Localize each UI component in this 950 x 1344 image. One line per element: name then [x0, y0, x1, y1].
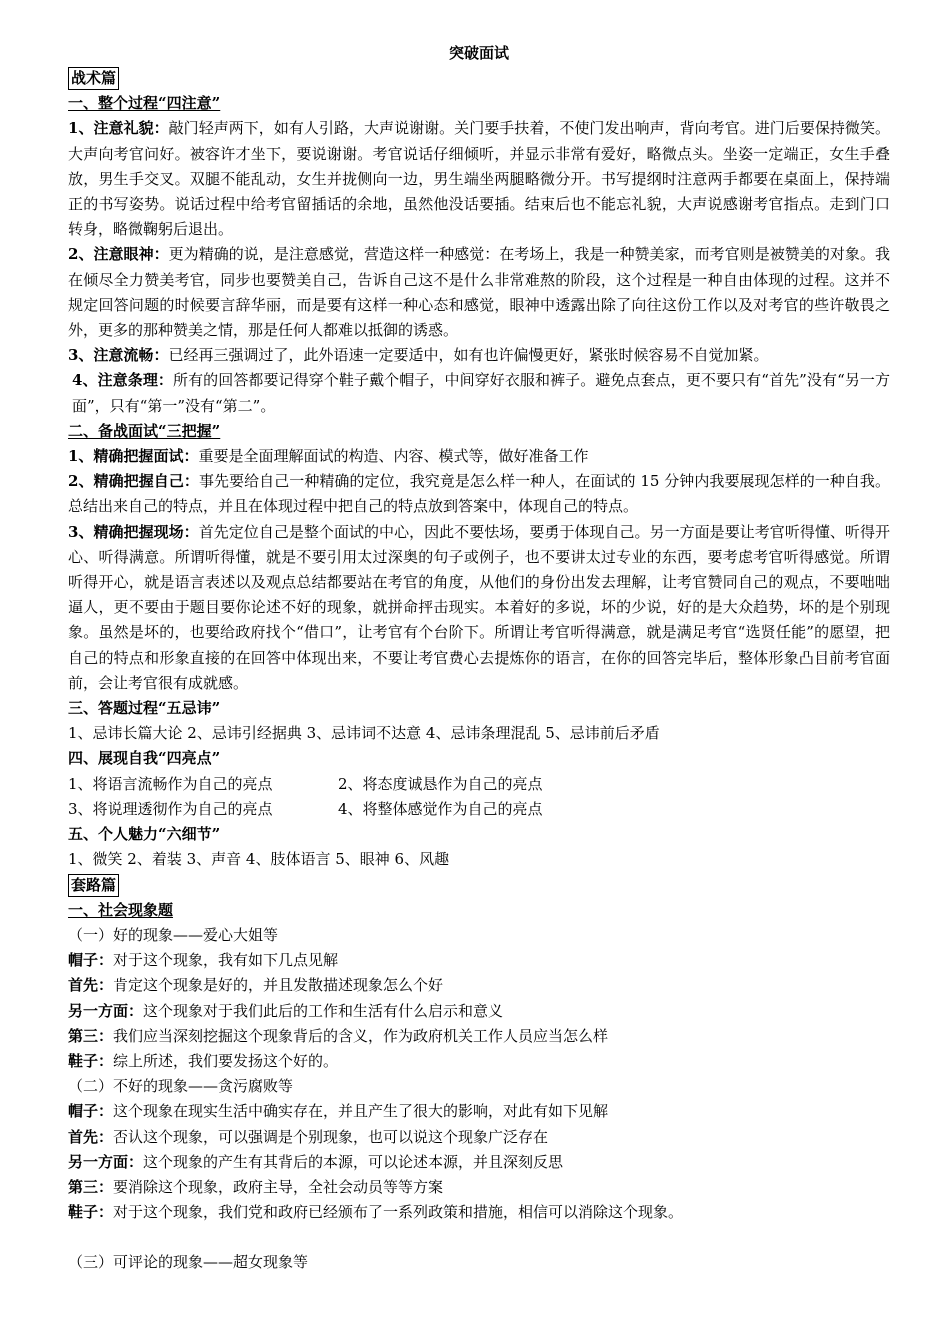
body-text: 对于这个现象，我们党和政府已经颁布了一系列政策和措施，相信可以消除这个现象。 [113, 1203, 684, 1222]
body-text: 重要是全面理解面试的构造、内容、模式等，做好准备工作 [198, 447, 589, 466]
highlight-item: 1、将语言流畅作为自己的亮点 [68, 774, 273, 793]
paragraph-details: 1、微笑 2、着装 3、声音 4、肢体语言 5、眼神 6、风趣 [68, 850, 450, 869]
highlight-item: 4、将整体感觉作为自己的亮点 [338, 799, 543, 818]
term: 第三： [68, 1177, 114, 1196]
term: 鞋子： [68, 1051, 114, 1070]
term: 3、注意流畅： [68, 346, 169, 365]
highlight-item: 2、将态度诚恳作为自己的亮点 [338, 774, 543, 793]
term: 另一方面： [68, 1001, 144, 1020]
term: 2、精确把握自己： [68, 472, 199, 491]
body-text: 肯定这个现象是好的，并且发散描述现象怎么个好 [113, 976, 444, 995]
case-title: （二）不好的现象——贪污腐败等 [68, 1077, 294, 1096]
heading-four-highlights: 四、展现自我“四亮点” [68, 749, 221, 768]
term: 首先： [68, 976, 114, 995]
paragraph-fluency [68, 343, 890, 368]
heading-three-grasps: 二、备战面试“三把握” [68, 421, 221, 440]
heading-five-taboos: 三、答题过程“五忌讳” [68, 699, 221, 718]
body-text: 对于这个现象，我有如下几点见解 [113, 951, 339, 970]
case-line [68, 948, 890, 973]
term: 另一方面： [68, 1152, 144, 1171]
case-line [68, 1175, 890, 1200]
case-line [68, 1099, 890, 1124]
term: 帽子： [68, 1102, 114, 1121]
term: 第三： [68, 1026, 114, 1045]
blank-line [68, 1225, 890, 1250]
term: 首先： [68, 1127, 114, 1146]
term: 3、精确把握现场： [68, 522, 199, 541]
section-label-routines: 套路篇 [68, 874, 119, 897]
case-title: （三）可评论的现象——超女现象等 [68, 1253, 309, 1272]
case-line [68, 1150, 890, 1175]
heading-six-details: 五、个人魅力“六细节” [68, 825, 221, 844]
term: 1、注意礼貌： [68, 119, 169, 138]
body-text: 事先要给自己一种精确的定位，我究竟是怎么样一种人，在面试的 15 分钟内我要展现怎样的一种自我。总结出来自己的特点，并且在体现过程中把自己的特点放到答案中，体现自己的特点。 [68, 472, 890, 516]
body-text: 已经再三强调过了，此外语速一定要适中，如有也许偏慢更好，紧张时候容易不自觉加紧。 [168, 346, 769, 365]
highlight-item: 3、将说理透彻作为自己的亮点 [68, 799, 273, 818]
case-line [68, 999, 890, 1024]
heading-four-attentions: 一、整个过程“四注意” [68, 94, 221, 113]
case-line [68, 1125, 890, 1150]
body-text: 综上所述，我们要发扬这个好的。 [113, 1051, 339, 1070]
term: 鞋子： [68, 1203, 114, 1222]
heading-social-phenomena: 一、社会现象题 [68, 900, 174, 919]
body-text: 这个现象在现实生活中确实存在，并且产生了很大的影响，对此有如下见解 [113, 1102, 609, 1121]
body-text: 我们应当深刻挖掘这个现象背后的含义，作为政府机关工作人员应当怎么样 [113, 1026, 609, 1045]
section-label-tactics: 战术篇 [68, 67, 119, 90]
term: 1、精确把握面试： [68, 447, 199, 466]
case-title: （一）好的现象——爱心大姐等 [68, 925, 279, 944]
document-title: 突破面试 [448, 44, 509, 62]
body-text: 更为精确的说，是注意感觉，营造这样一种感觉：在考场上，我是一种赞美家，而考官则是被赞美的对象。我在倾尽全力赞美考官，同步也要赞美自己，告诉自己这不是什么非常难熬的阶段，这个过程是一种自由体现的过程。这并不规定回答问题的时候要言辞华丽，而是要有这样一种心态和感觉，眼神中透露出除了向往这份工作以及对考官的些许敬畏之外，更多的那种赞美之情，那是任何人都难以抵御的诱惑。 [68, 245, 890, 340]
paragraph-politeness [68, 116, 890, 242]
document-page [68, 40, 890, 1276]
body-text: 这个现象对于我们此后的工作和生活有什么启示和意义 [143, 1001, 504, 1020]
term: 2、注意眼神： [68, 245, 169, 264]
paragraph-taboos: 1、忌讳长篇大论 2、忌讳引经据典 3、忌讳词不达意 4、忌讳条理混乱 5、忌讳前后矛盾 [68, 724, 660, 743]
paragraph-grasp-interview [68, 444, 890, 469]
body-text: 这个现象的产生有其背后的本源，可以论述本源，并且深刻反思 [143, 1152, 564, 1171]
highlights-grid [68, 772, 890, 822]
body-text: 敲门轻声两下，如有人引路，大声说谢谢。关门要手扶着，不使门发出响声，背向考官。进门后要保持微笑。大声向考官问好。被容许才坐下，要说谢谢。考官说话仔细倾听，并显示非常有爱好，略微点头。坐姿一定端正，女生手叠放，男生手交叉。双腿不能乱动，女生并拢侧向一边，男生端坐两腿略微分开。书写提纲时注意两手都要在桌面上，保持端正的书写姿势。说话过程中给考官留插话的余地，虽然他没话要插。结束后也不能忘礼貌，大声说感谢考官指点。走到门口转身，略微鞠躬后退出。 [68, 119, 890, 239]
case-line [68, 1049, 890, 1074]
body-text: 否认这个现象，可以强调是个别现象，也可以说这个现象广泛存在 [113, 1127, 549, 1146]
term: 4、注意条理： [72, 371, 174, 390]
term: 帽子： [68, 951, 114, 970]
paragraph-logic [68, 368, 890, 418]
paragraph-grasp-self [68, 469, 890, 519]
body-text: 所有的回答都要记得穿个鞋子戴个帽子，中间穿好衣服和裤子。避免点套点，更不要只有“首先”没有“另一方面”，只有“第一”没有“第二”。 [72, 371, 890, 415]
case-line [68, 1024, 890, 1049]
case-line [68, 1200, 890, 1225]
case-line [68, 973, 890, 998]
paragraph-eye-contact [68, 242, 890, 343]
body-text: 首先定位自己是整个面试的中心，因此不要怯场，要勇于体现自己。另一方面是要让考官听得懂、听得开心、听得满意。所谓听得懂，就是不要引用太过深奥的句子或例子，也不要讲太过专业的东西，要考虑考官听得感觉。所谓听得开心，就是语言表述以及观点总结都要站在考官的角度，从他们的身份出发去理解，让考官赞同自己的观点，不要咄咄逼人，更不要由于题目要你论述不好的现象，就拼命抨击现实。本着好的多说，坏的少说，好的是大众趋势，坏的是个别现象。虽然是坏的，也要给政府找个“借口”，让考官有个台阶下。所谓让考官听得满意，就是满足考官“选贤任能”的愿望，把自己的特点和形象直接的在回答中体现出来，不要让考官费心去提炼你的语言，在你的回答完毕后，整体形象凸目前考官面前，会让考官很有成就感。 [68, 522, 890, 692]
body-text: 要消除这个现象，政府主导，全社会动员等等方案 [113, 1177, 444, 1196]
paragraph-grasp-scene [68, 520, 890, 696]
